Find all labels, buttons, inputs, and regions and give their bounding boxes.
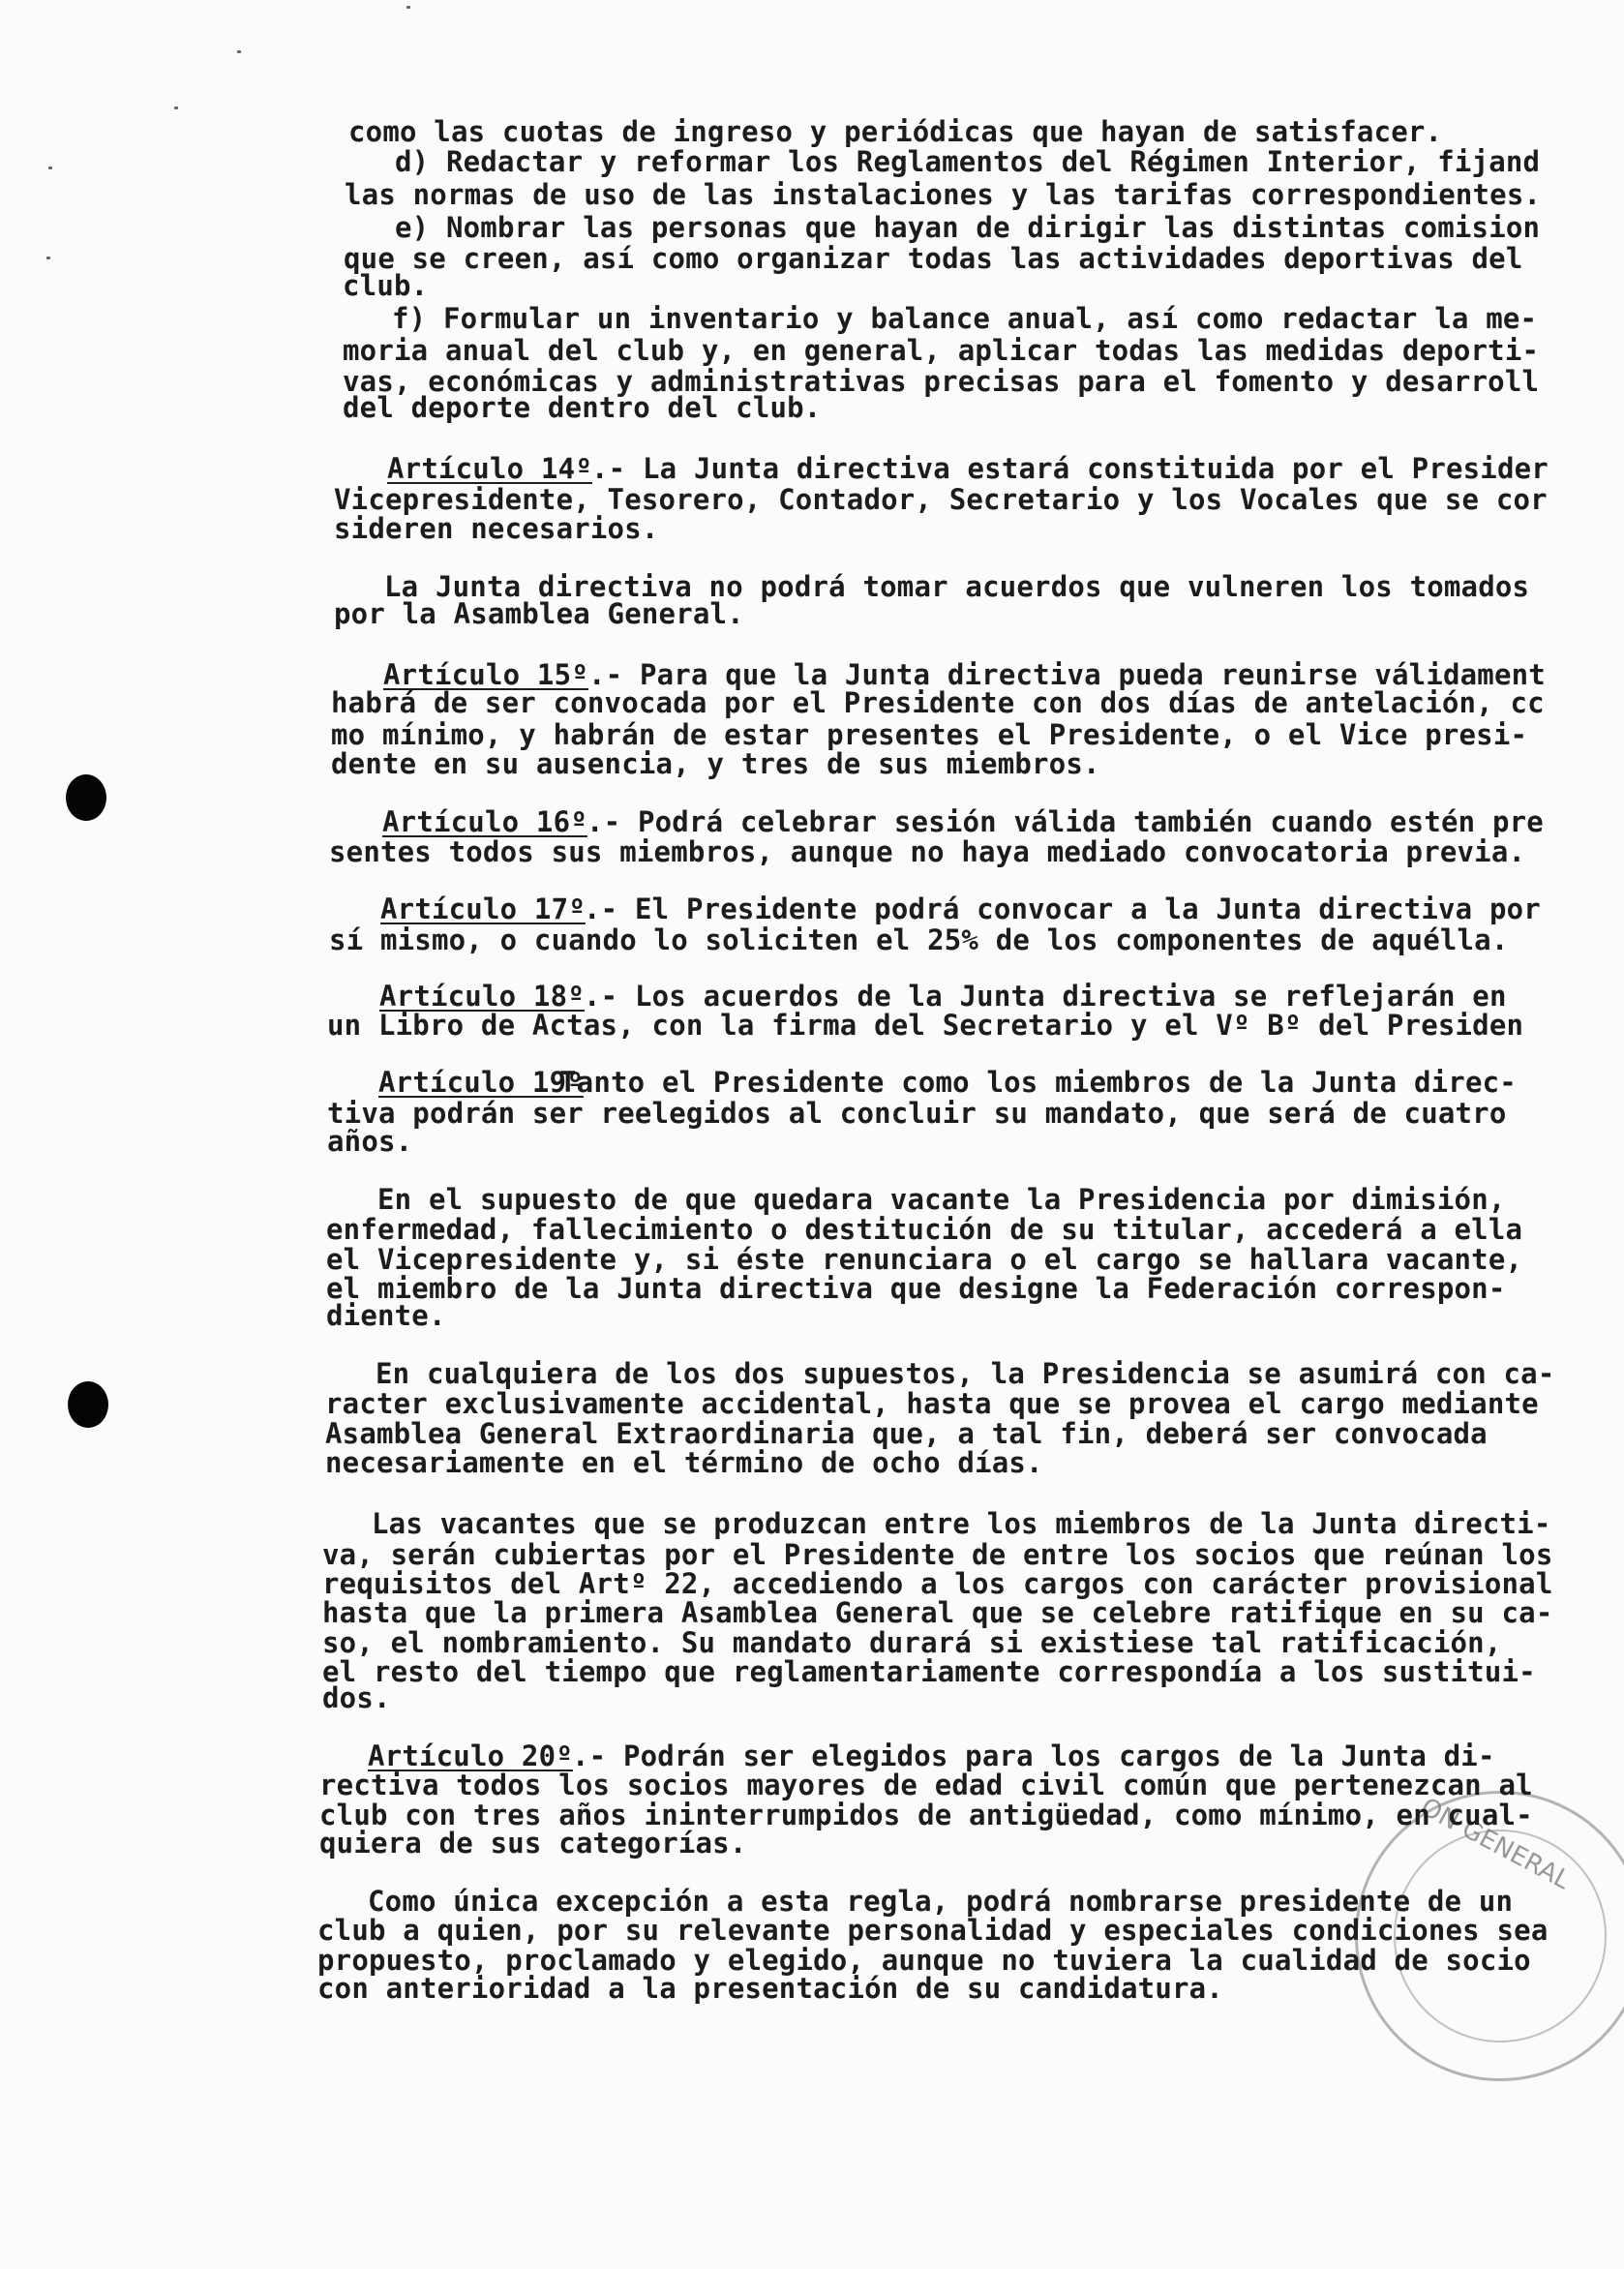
text-line: un Libro de Actas, con la firma del Secretario y el Vº Bº del Presiden xyxy=(327,1009,1524,1042)
text-line: Asamblea General Extraordinaria que, a tal fin, deberá ser convocada xyxy=(325,1417,1488,1450)
official-stamp-text: ON GENERAL xyxy=(1415,1792,1576,1896)
text-line: años. xyxy=(327,1125,413,1158)
scan-speck xyxy=(237,50,241,53)
text-line: sí mismo, o cuando lo soliciten el 25% de los componentes de aquélla. xyxy=(329,923,1509,956)
article-heading-14: Artículo 14º xyxy=(387,452,592,485)
text-line: .- El Presidente podrá convocar a la Junta directiva por xyxy=(584,892,1541,925)
text-line: .- Podrá celebrar sesión válida también cuando estén pre xyxy=(586,805,1544,838)
text-line: vas, económicas y administrativas precisas para el fomento y desarroll xyxy=(343,365,1540,398)
article-heading-19: Artículo 19º xyxy=(378,1066,584,1099)
scan-speck xyxy=(46,257,50,259)
text-line: En cualquiera de los dos supuestos, la Presidencia se asumirá con ca- xyxy=(376,1357,1555,1390)
text-line: sideren necesarios. xyxy=(334,512,659,545)
text-line: d) Redactar y reformar los Reglamentos del Régimen Interior, fijand xyxy=(395,145,1541,178)
text-line: .- La Junta directiva estará constituida por el Presider xyxy=(591,452,1549,485)
text-line: mo mínimo, y habrán de estar presentes el Presidente, o el Vice presi- xyxy=(331,718,1528,751)
text-line: sentes todos sus miembros, aunque no haya mediado convocatoria previa. xyxy=(329,835,1526,868)
text-line: por la Asamblea General. xyxy=(334,597,744,630)
text-line: necesariamente en el término de ocho días. xyxy=(325,1446,1043,1479)
text-line: diente. xyxy=(326,1299,446,1332)
text-line: dente en su ausencia, y tres de sus miembros. xyxy=(331,747,1100,780)
text-line: .- Podrán ser elegidos para los cargos de la Junta di- xyxy=(572,1740,1495,1772)
article-heading-15: Artículo 15º xyxy=(383,658,588,691)
text-line: dos. xyxy=(322,1681,391,1714)
text-line: Vicepresidente, Tesorero, Contador, Secretario y los Vocales que se cor xyxy=(334,483,1548,516)
text-line: hasta que la primera Asamblea General que se celebre ratifique en su ca- xyxy=(322,1596,1553,1629)
text-line: las normas de uso de las instalaciones y las tarifas correspondientes. xyxy=(345,178,1542,211)
text-line: Tanto el Presidente como los miembros de la Junta direc- xyxy=(559,1066,1517,1099)
text-line: el miembro de la Junta directiva que designe la Federación correspon- xyxy=(326,1272,1506,1305)
article-heading-16: Artículo 16º xyxy=(382,805,587,838)
text-line: moria anual del club y, en general, aplicar todas las medidas deporti- xyxy=(343,334,1540,367)
text-line: so, el nombramiento. Su mandato durará si existiese tal ratificación, xyxy=(322,1626,1502,1659)
text-line: racter exclusivamente accidental, hasta que se provea el cargo mediante xyxy=(325,1387,1539,1420)
text-line: del deporte dentro del club. xyxy=(343,391,822,424)
text-line: el resto del tiempo que reglamentariamente correspondía a los sustitui- xyxy=(322,1655,1536,1688)
text-line: enfermedad, fallecimiento o destitución de su titular, accederá a ella xyxy=(326,1213,1523,1246)
article-heading-20: Artículo 20º xyxy=(368,1740,573,1772)
scan-speck xyxy=(406,6,410,9)
text-line: quiera de sus categorías. xyxy=(319,1827,747,1860)
text-line: requisitos del Artº 22, accediendo a los cargos con carácter provisional xyxy=(322,1567,1553,1600)
scan-speck xyxy=(174,106,178,109)
text-line: club. xyxy=(343,269,429,302)
text-line: tiva podrán ser reelegidos al concluir su mandato, que será de cuatro xyxy=(327,1097,1507,1130)
text-line: club con tres años ininterrumpidos de antigüedad, como mínimo, en cual- xyxy=(319,1799,1533,1831)
article-heading-18: Artículo 18º xyxy=(379,980,585,1013)
text-line: .- Los acuerdos de la Junta directiva se reflejarán en xyxy=(584,980,1507,1013)
text-line: habrá de ser convocada por el Presidente con dos días de antelación, cc xyxy=(331,686,1545,719)
text-line: e) Nombrar las personas que hayan de dirigir las distintas comision xyxy=(395,211,1541,244)
text-line: va, serán cubiertas por el Presidente de entre los socios que reúnan los xyxy=(322,1538,1553,1571)
text-line: rectiva todos los socios mayores de edad civil común que pertenezcan al xyxy=(319,1769,1533,1801)
text-line: el Vicepresidente y, si éste renunciara o el cargo se hallara vacante, xyxy=(326,1243,1523,1276)
text-line: club a quien, por su relevante personalidad y especiales condiciones sea xyxy=(317,1914,1549,1947)
punch-hole-top xyxy=(66,774,106,821)
scan-speck xyxy=(48,166,52,169)
text-line: En el supuesto de que quedara vacante la Presidencia por dimisión, xyxy=(377,1183,1506,1216)
text-line: La Junta directiva no podrá tomar acuerdos que vulneren los tomados xyxy=(384,570,1530,603)
text-line: con anterioridad a la presentación de su candidatura. xyxy=(317,1972,1223,2005)
text-line: Como única excepción a esta regla, podrá nombrarse presidente de un xyxy=(368,1885,1514,1918)
text-line: que se creen, así como organizar todas las actividades deportivas del xyxy=(344,242,1523,275)
punch-hole-bottom xyxy=(68,1381,108,1428)
text-line: como las cuotas de ingreso y periódicas que hayan de satisfacer. xyxy=(348,115,1443,148)
text-line: f) Formular un inventario y balance anual, así como redactar la me- xyxy=(392,302,1538,335)
text-line: .- Para que la Junta directiva pueda reunirse válidament xyxy=(588,658,1546,691)
text-line: Las vacantes que se produzcan entre los miembros de la Junta directi- xyxy=(372,1507,1551,1540)
article-heading-17: Artículo 17º xyxy=(380,892,586,925)
text-line: propuesto, proclamado y elegido, aunque no tuviera la cualidad de socio xyxy=(317,1944,1531,1977)
